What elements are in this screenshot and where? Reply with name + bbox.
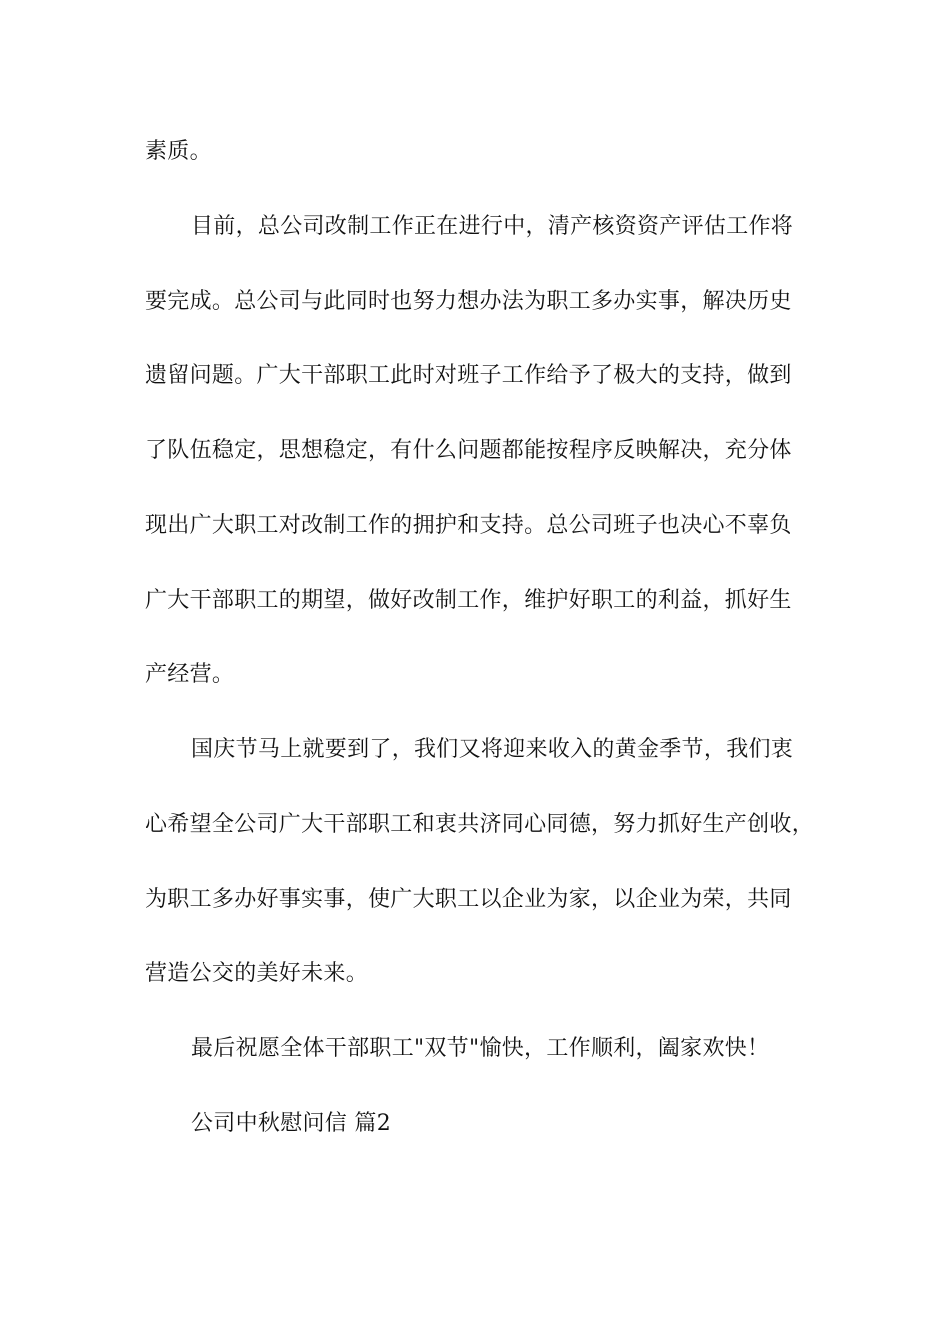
text-line: 广大干部职工的期望，做好改制工作，维护好职工的利益，抓好生 xyxy=(145,588,792,613)
text-line: 遗留问题。广大干部职工此时对班子工作给予了极大的支持，做到 xyxy=(145,363,792,388)
text-line: 营造公交的美好未来。 xyxy=(145,961,369,986)
text-line: 现出广大职工对改制工作的拥护和支持。总公司班子也决心不辜负 xyxy=(145,513,792,538)
text-line: 产经营。 xyxy=(145,662,235,687)
section-heading: 公司中秋慰问信 篇2 xyxy=(191,1111,391,1136)
paragraph-first-line: 国庆节马上就要到了，我们又将迎来收入的黄金季节，我们衷 xyxy=(191,737,794,762)
text-line: 为职工多办好事实事，使广大职工以企业为家，以企业为荣，共同 xyxy=(145,887,792,912)
text-line: 要完成。总公司与此同时也努力想办法为职工多办实事，解决历史 xyxy=(145,289,792,314)
text-line: 素质。 xyxy=(145,139,212,164)
paragraph-first-line: 目前，总公司改制工作正在进行中，清产核资资产评估工作将 xyxy=(191,214,794,239)
closing-wishes: 最后祝愿全体干部职工"双节"愉快，工作顺利，阖家欢快！ xyxy=(191,1036,770,1061)
text-line: 了队伍稳定，思想稳定，有什么问题都能按程序反映解决，充分体 xyxy=(145,438,792,463)
text-line: 心希望全公司广大干部职工和衷共济同心同德，努力抓好生产创收， xyxy=(145,812,815,837)
